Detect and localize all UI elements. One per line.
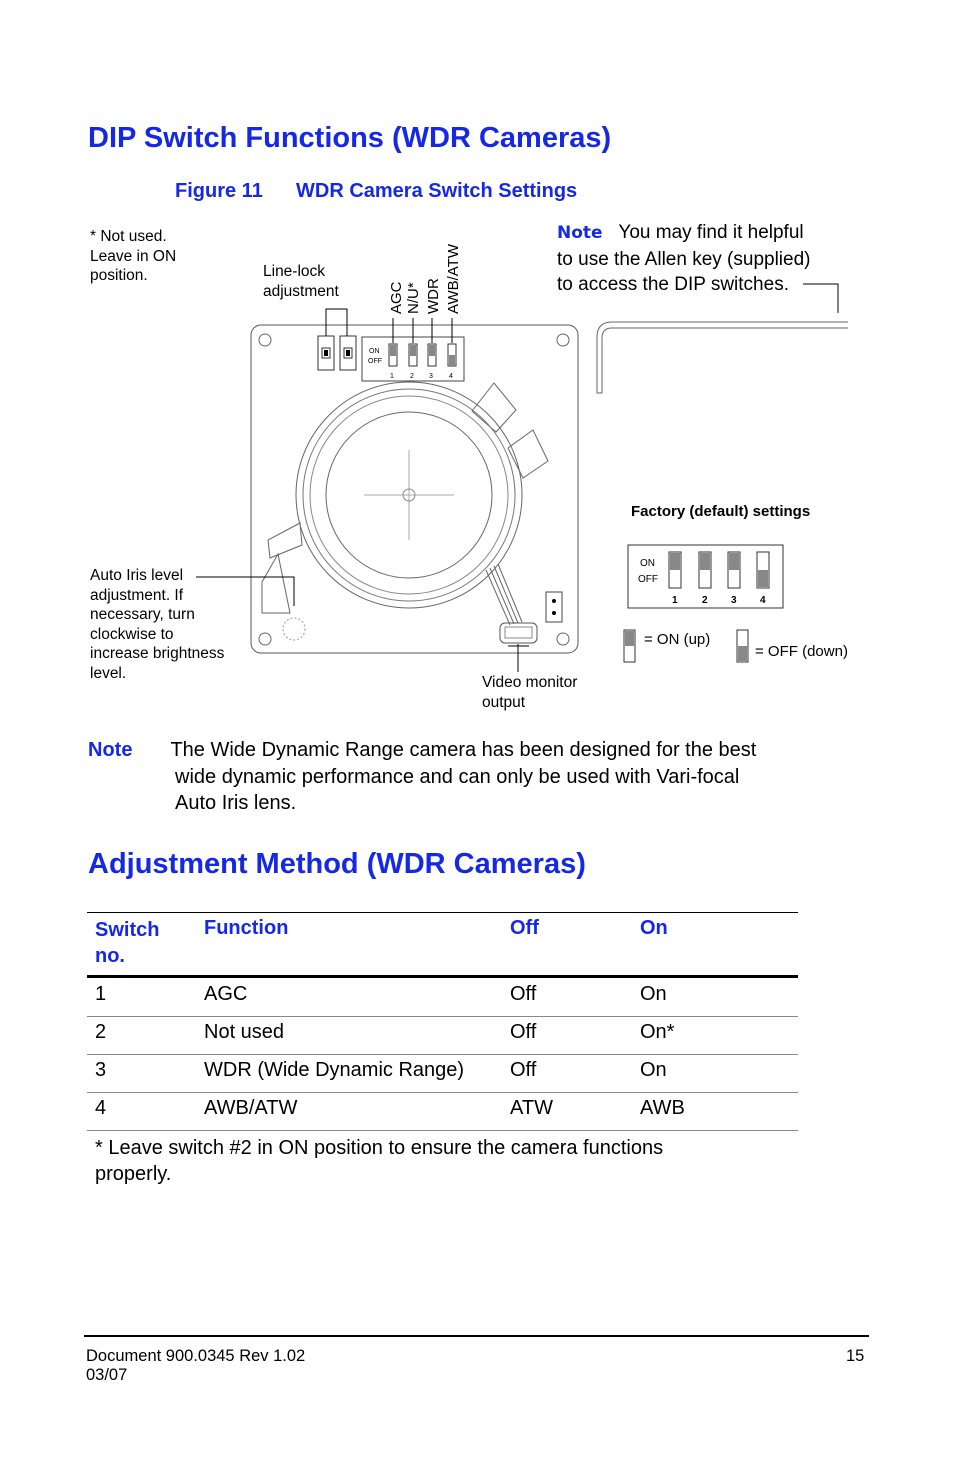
section-title-dip: DIP Switch Functions (WDR Cameras)	[88, 122, 612, 154]
header-off: Off	[510, 917, 539, 939]
table-row: 4 AWB/ATW ATW AWB	[87, 1092, 798, 1130]
allen-key-note: Note You may find it helpful to use the Allen key (supplied) to access the DIP switches.	[557, 222, 811, 295]
factory-switch-knob-2	[700, 553, 710, 570]
switch-label-awb: AWB/ATW	[445, 244, 462, 314]
board-off-text: OFF	[368, 358, 382, 365]
factory-switch-number: 1	[672, 595, 678, 606]
auto-iris-label: Auto Iris level adjustment. If necessary, turn clockwise to increase brightness level.	[90, 567, 225, 682]
section-title-adjust: Adjustment Method (WDR Cameras)	[88, 848, 586, 880]
switch-label-nu: N/U*	[405, 282, 422, 314]
factory-switch-number: 3	[731, 595, 737, 606]
switch-table	[87, 912, 798, 1188]
camera-diagram	[0, 0, 954, 720]
switch-label-wdr: WDR	[425, 278, 442, 314]
video-output-label: Video monitor output	[482, 674, 578, 711]
page-number: 15	[846, 1347, 865, 1365]
board-num-4: 4	[449, 373, 453, 380]
board-num-2: 2	[410, 373, 414, 380]
table-row: 2 Not used Off On*	[87, 1016, 798, 1054]
wdr-note: Note The Wide Dynamic Range camera has been designed for the best wide dynamic performance and can only be used with Vari-focal Auto Iris lens.	[88, 739, 757, 814]
factory-switch-knob-1	[670, 553, 680, 570]
factory-switch-knob-4	[758, 570, 768, 587]
board-num-3: 3	[429, 373, 433, 380]
not-used-note: * Not used. Leave in ON position.	[90, 228, 177, 284]
wdr-note-label: Note	[88, 739, 133, 761]
factory-switch-number: 2	[702, 595, 708, 606]
footer-doc: Document 900.0345 Rev 1.02 03/07	[86, 1347, 306, 1384]
factory-switch-knob-3	[729, 553, 739, 570]
table-row: 1 AGC Off On	[87, 978, 798, 1016]
figure-title: WDR Camera Switch Settings	[296, 180, 578, 202]
factory-switch-group	[669, 552, 769, 606]
table-row: 3 WDR (Wide Dynamic Range) Off On	[87, 1054, 798, 1092]
factory-on-text: ON	[640, 558, 655, 569]
factory-off-text: OFF	[638, 574, 658, 585]
legend-off: = OFF (down)	[755, 643, 848, 660]
board-num-1: 1	[390, 373, 394, 380]
table-header-row	[87, 913, 798, 976]
footer-rule	[84, 1335, 869, 1337]
figure-label: Figure 11	[175, 180, 263, 202]
table-footnote: * Leave switch #2 in ON position to ensure the camera functions properly.	[95, 1136, 664, 1185]
header-function: Function	[204, 917, 289, 939]
header-switch: Switch no.	[95, 919, 160, 967]
factory-switch-number: 4	[760, 595, 766, 606]
line-lock-label: Line-lock adjustment	[263, 263, 339, 300]
factory-settings-label: Factory (default) settings	[631, 503, 811, 520]
switch-label-agc: AGC	[388, 281, 405, 314]
legend-on: = ON (up)	[644, 631, 711, 648]
header-on: On	[640, 917, 668, 939]
board-on-text: ON	[369, 348, 380, 355]
